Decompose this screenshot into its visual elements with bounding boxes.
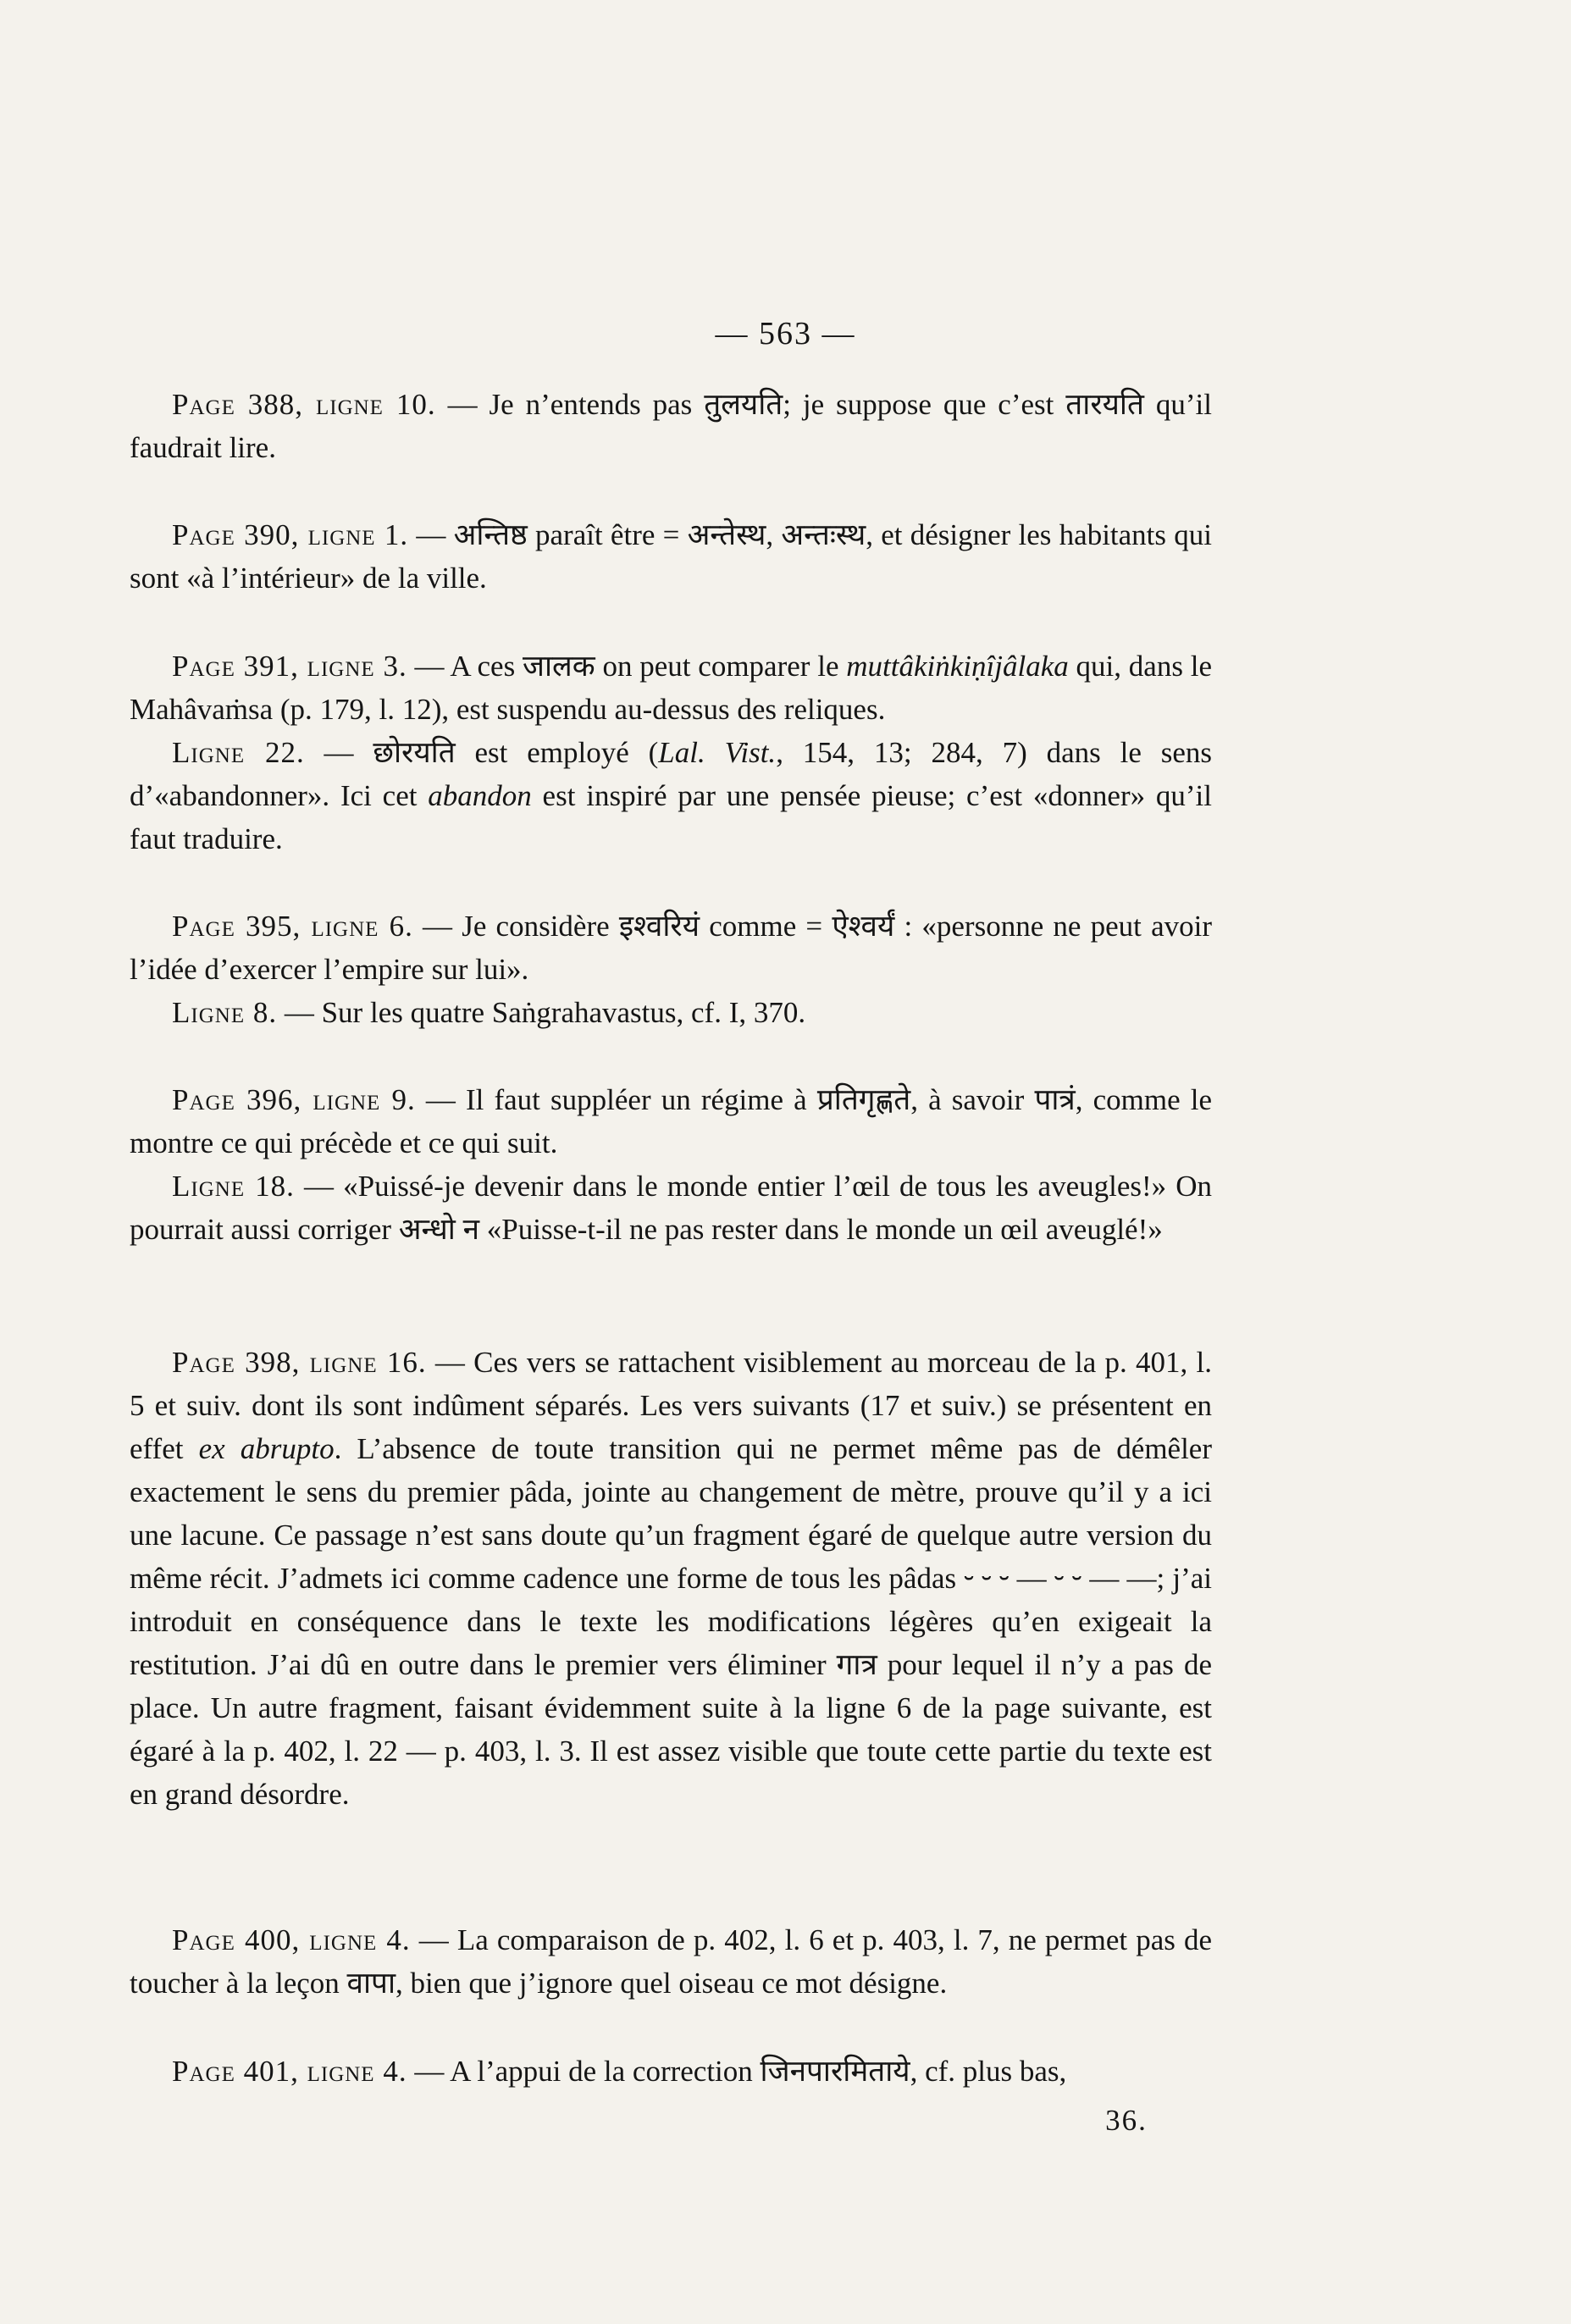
note-text: — A l’appui de la correction जिनपारमिताये, cf. plus bas, (407, 2055, 1067, 2088)
note-text: — Il faut suppléer un régime à प्रतिगृह्णते, à savoir पात्रं, comme le montre ce qui précède et ce qui suit. (130, 1083, 1212, 1159)
note-reference: Ligne 18. (172, 1170, 295, 1203)
note-text: — Je considère इश्वरियं comme = ऐश्वर्यं : «personne ne peut avoir l’idée d’exercer l’empire sur lui». (130, 910, 1212, 986)
note-paragraph (130, 1165, 1212, 1251)
note-paragraph (130, 513, 1212, 600)
note-page-398 (130, 1341, 1212, 1816)
note-reference: Ligne 8. (172, 996, 278, 1029)
note-text: , 154, 13; 284, 7) dans le sens d’«abandonner». Ici cet (130, 736, 1212, 812)
note-text: — Ces vers se rattachent visiblement au morceau de la p. 401, l. 5 et suiv. dont ils sont indûment séparés. Les vers suivants (17 et suiv.) se présentent en effet (130, 1346, 1213, 1465)
note-paragraph (130, 1078, 1212, 1165)
note-reference: Page 401, ligne 4. (172, 2055, 407, 2088)
note-page-400 (130, 1918, 1212, 2005)
note-text: . L’absence de toute transition qui ne permet même pas de démêler exactement le sens du premier pâda, jointe au changement de mètre, prouve qu’il y a ici une lacune. Ce passage n’est sans doute qu’un fragment égaré de quelque autre version du même récit. J’admets ici comme cadence une forme de tous les pâdas ⏑ ⏑ ⏑ — ⏑ ⏑ — —; j’ai introduit en conséquence dans le texte les modifications légères qu’en exigeait la restitution. J’ai dû en outre dans le premier vers éliminer गात्र pour lequel il n’y a pas de place. Un autre fragment, faisant évidemment suite à la ligne 6 de la page suivante, est égaré à la p. 402, l. 22 — p. 403, l. 3. Il est assez visible que toute cette partie du texte est en grand désordre. (130, 1432, 1213, 1811)
note-reference: Page 400, ligne 4. (172, 1923, 411, 1956)
note-text: — La comparaison de p. 402, l. 6 et p. 403, l. 7, ne permet pas de toucher à la leçon वापा, bien que j’ignore quel oiseau ce mot désigne. (130, 1923, 1212, 2000)
note-text: qui, dans le Mahâvaṁsa (p. 179, l. 12), est suspendu au-dessus des reliques. (130, 650, 1213, 726)
italic-term: muttâkiṅkiṇîjâlaka (846, 650, 1069, 683)
page-number: — 563 — (715, 316, 856, 351)
note-reference: Page 398, ligne 16. (172, 1346, 427, 1379)
note-page-401 (130, 2050, 1212, 2093)
note-page-395 (130, 905, 1212, 1034)
italic-term: abandon (428, 779, 532, 812)
note-paragraph (130, 383, 1212, 469)
italic-term: Lal. Vist. (658, 736, 777, 769)
note-reference: Page 391, ligne 3. (172, 650, 407, 683)
note-reference: Page 388, ligne 10. (172, 388, 436, 421)
note-text: — Sur les quatre Saṅgrahavastus, cf. I, 370. (277, 996, 806, 1029)
note-text: est inspiré par une pensée pieuse; c’est «donner» qu’il faut traduire. (130, 779, 1213, 855)
note-paragraph (130, 905, 1212, 991)
note-reference: Ligne 22. (172, 736, 305, 769)
note-paragraph (130, 1918, 1212, 2005)
note-paragraph (130, 645, 1212, 731)
note-reference: Page 395, ligne 6. (172, 910, 413, 943)
note-paragraph (130, 1341, 1212, 1816)
note-paragraph (130, 2050, 1212, 2093)
note-page-390 (130, 513, 1212, 600)
note-paragraph (130, 991, 1212, 1034)
italic-term: ex abrupto (198, 1432, 335, 1465)
signature-mark: 36. (1105, 2104, 1148, 2137)
note-paragraph (130, 731, 1212, 860)
note-page-396 (130, 1078, 1212, 1251)
note-text: — A ces जालक on peut comparer le (407, 650, 847, 683)
note-text: — छोरयति est employé ( (304, 736, 659, 769)
note-page-388 (130, 383, 1212, 469)
note-reference: Page 396, ligne 9. (172, 1083, 416, 1116)
note-text: — अन्तिष्ठ paraît être = अन्तेस्थ, अन्तःस्थ, et désigner les habitants qui sont «à l’intérieur» de la ville. (130, 518, 1213, 595)
note-page-391 (130, 645, 1212, 860)
note-text: — «Puissé-je devenir dans le monde entier l’œil de tous les aveugles!» On pourrait aussi corriger अन्धो न «Puisse-t-il ne pas rester dans le monde un œil aveuglé!» (130, 1170, 1212, 1246)
note-text: — Je n’entends pas तुलयति; je suppose que c’est तारयति qu’il faudrait lire. (130, 388, 1212, 464)
note-reference: Page 390, ligne 1. (172, 518, 409, 551)
